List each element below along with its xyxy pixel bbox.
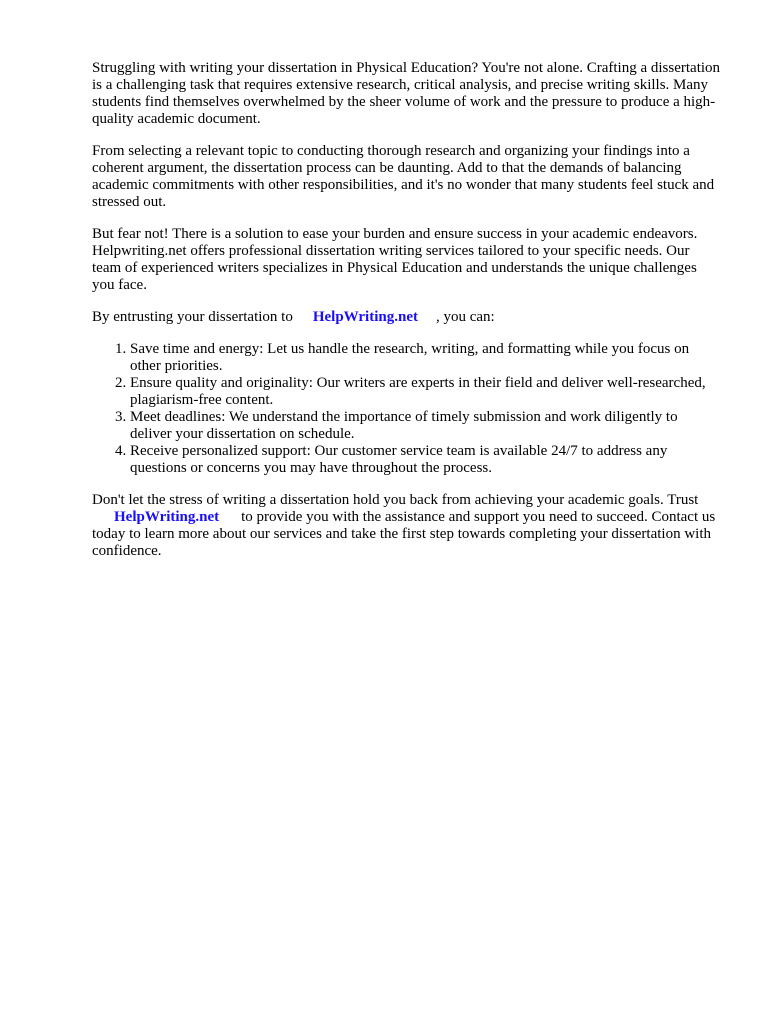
list-item: 2. Ensure quality and originality: Our writers are experts in their field and deliver well-researched, plagiarism-free content. [130, 375, 722, 409]
entrusting-text: By entrusting your dissertation to [92, 309, 293, 325]
document-body [92, 60, 722, 575]
paragraph-closing [92, 492, 722, 560]
paragraph-solution: But fear not! There is a solution to ease your burden and ensure success in your academic endeavors. Helpwriting.net offers professional dissertation writing services tailored to your specific needs. Our team of experienced writers specializes in Physical Education and understands the unique challenges you face. [92, 226, 698, 293]
paragraph-entrusting [92, 309, 722, 326]
helpwriting-link[interactable]: HelpWriting.net [312, 309, 418, 325]
list-item: 3. Meet deadlines: We understand the importance of timely submission and work diligently to deliver your dissertation on schedule. [130, 409, 722, 443]
closing-text: Don't let the stress of writing a dissertation hold you back from achieving your academic goals. Trust [92, 492, 699, 508]
helpwriting-link[interactable]: HelpWriting.net [114, 509, 220, 525]
paragraph-intro: Struggling with writing your dissertation in Physical Education? You're not alone. Crafting a dissertation is a challenging task that requires extensive research, critical analysis, and precise writing skills. Many students find themselves overwhelmed by the sheer volume of work and the pressure to produce a high-quality academic document. [92, 60, 721, 127]
entrusting-suffix: , you can: [435, 309, 495, 325]
list-item: 1. Save time and energy: Let us handle the research, writing, and formatting while you focus on other priorities. [130, 341, 722, 375]
benefits-list [92, 341, 722, 477]
closing-suffix: to provide you with the assistance and support you need to succeed. Contact us today to learn more about our services and take the first step towards completing your dissertation with confidence. [92, 509, 716, 559]
paragraph-process: From selecting a relevant topic to conducting thorough research and organizing your findings into a coherent argument, the dissertation process can be daunting. Add to that the demands of balancing academic commitments with other responsibilities, and it's no wonder that many students feel stuck and stressed out. [92, 143, 715, 210]
list-item: 4. Receive personalized support: Our customer service team is available 24/7 to address any questions or concerns you may have throughout the process. [130, 443, 722, 477]
